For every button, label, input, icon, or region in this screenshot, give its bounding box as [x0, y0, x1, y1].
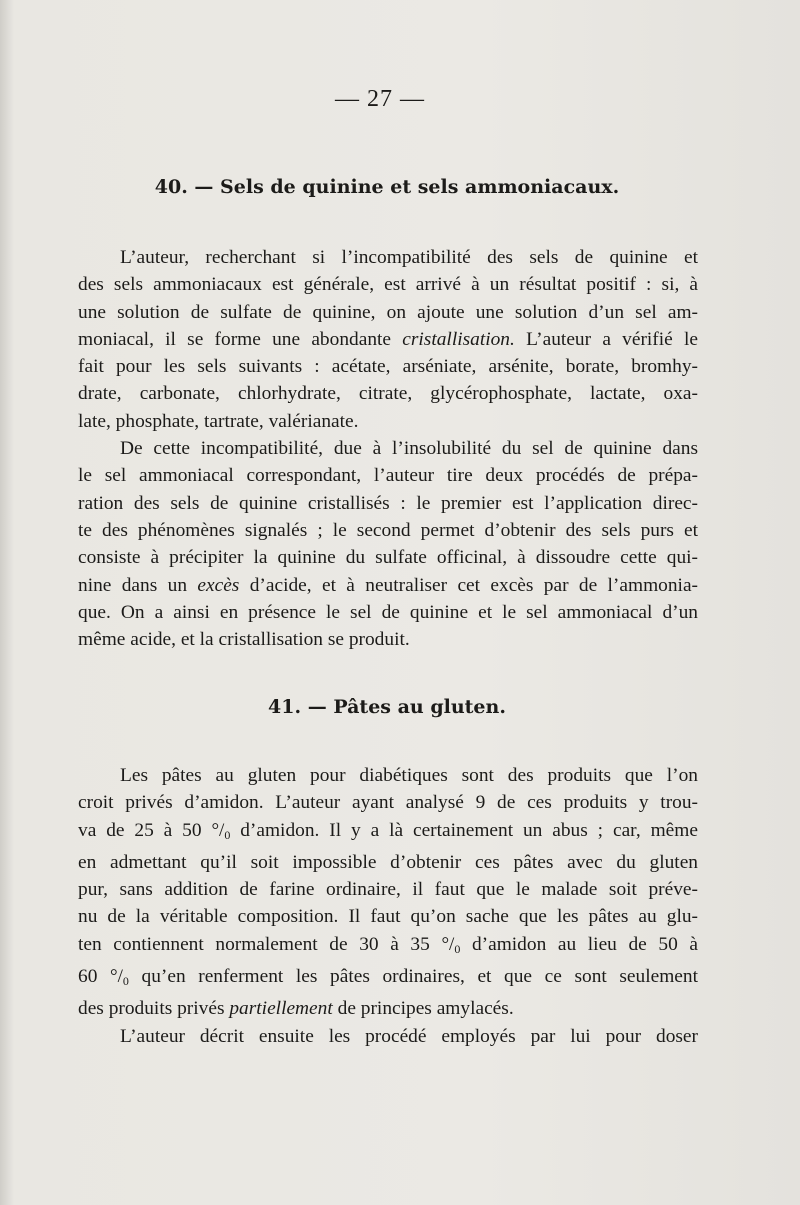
text-line: va de 25 à 50 $^\circ/_0$ d’amidon. Il y a là certainement un abus ; car, même [78, 819, 698, 842]
section-40-body [78, 244, 698, 653]
section-40-title: 40. — Sels de quinine et sels ammoniacaux. [154, 176, 620, 198]
text-line: L’auteur, recherchant si l’incompatibilité des sels de quinine et [120, 247, 698, 268]
text-line: pur, sans addition de farine ordinaire, il faut que le malade soit préve- [78, 879, 698, 901]
emphasis: partiellement [229, 998, 333, 1020]
text-line: te des phénomènes signalés ; le second permet d’obtenir des sels purs et [78, 519, 698, 541]
section-41-title: 41. — Pâtes au gluten. [268, 696, 506, 718]
text-line: 60 $^\circ/_0$ qu’en renferment les pâtes ordinaires, et que ce sont seulement [78, 966, 698, 989]
text-line: le sel ammoniacal correspondant, l’auteur tire deux procédés de prépa- [78, 465, 698, 487]
text-line: même acide, et la cristallisation se produit. [78, 629, 410, 651]
text-line: que. On a ainsi en présence le sel de quinine et le sel ammoniacal d’un [78, 601, 698, 623]
text-line: late, phosphate, tartrate, valérianate. [78, 410, 359, 432]
text-line: Les pâtes au gluten pour diabétiques sont des produits que l’on [120, 765, 698, 786]
text-line: drate, carbonate, chlorhydrate, citrate, glycérophosphate, lactate, oxa- [78, 383, 698, 405]
text-line: consiste à précipiter la quinine du sulfate officinal, à dissoudre cette qui- [78, 547, 698, 569]
page-number: — 27 — [335, 86, 425, 112]
text-line: des sels ammoniacaux est générale, est arrivé à un résultat positif : si, à [78, 274, 698, 296]
emphasis: cristallisation. [402, 328, 515, 350]
text-line: fait pour les sels suivants : acétate, arséniate, arsénite, borate, bromhy- [78, 356, 698, 378]
text-line: ration des sels de quinine cristallisés : le premier est l’application direc- [78, 492, 698, 514]
percent-sign: $^\circ/_0$ [441, 933, 461, 956]
text-line: une solution de sulfate de quinine, on ajoute une solution d’un sel am- [78, 301, 698, 323]
section-41-body [78, 762, 698, 1050]
percent-sign: $^\circ/_0$ [211, 819, 231, 842]
text-line: croit privés d’amidon. L’auteur ayant analysé 9 de ces produits y trou- [78, 792, 698, 814]
text-line: des produits privés partiellement de principes amylacés. [78, 998, 514, 1020]
text-line: nine dans un excès d’acide, et à neutraliser cet excès par de l’ammonia- [78, 574, 699, 596]
text-line: nu de la véritable composition. Il faut qu’on sache que les pâtes au glu- [78, 906, 698, 928]
text-line: ten contiennent normalement de 30 à 35 $^\circ/_0$ d’amidon au lieu de 50 à [78, 933, 698, 956]
emphasis: excès [197, 574, 240, 596]
text-line: moniacal, il se forme une abondante cristallisation. L’auteur a vérifié le [78, 328, 698, 350]
text-line: De cette incompatibilité, due à l’insolubilité du sel de quinine dans [120, 438, 698, 460]
text-line: en admettant qu’il soit impossible d’obtenir ces pâtes avec du gluten [78, 851, 698, 873]
percent-sign: $^\circ/_0$ [110, 966, 129, 989]
text-line: L’auteur décrit ensuite les procédé employés par lui pour doser [120, 1025, 698, 1047]
